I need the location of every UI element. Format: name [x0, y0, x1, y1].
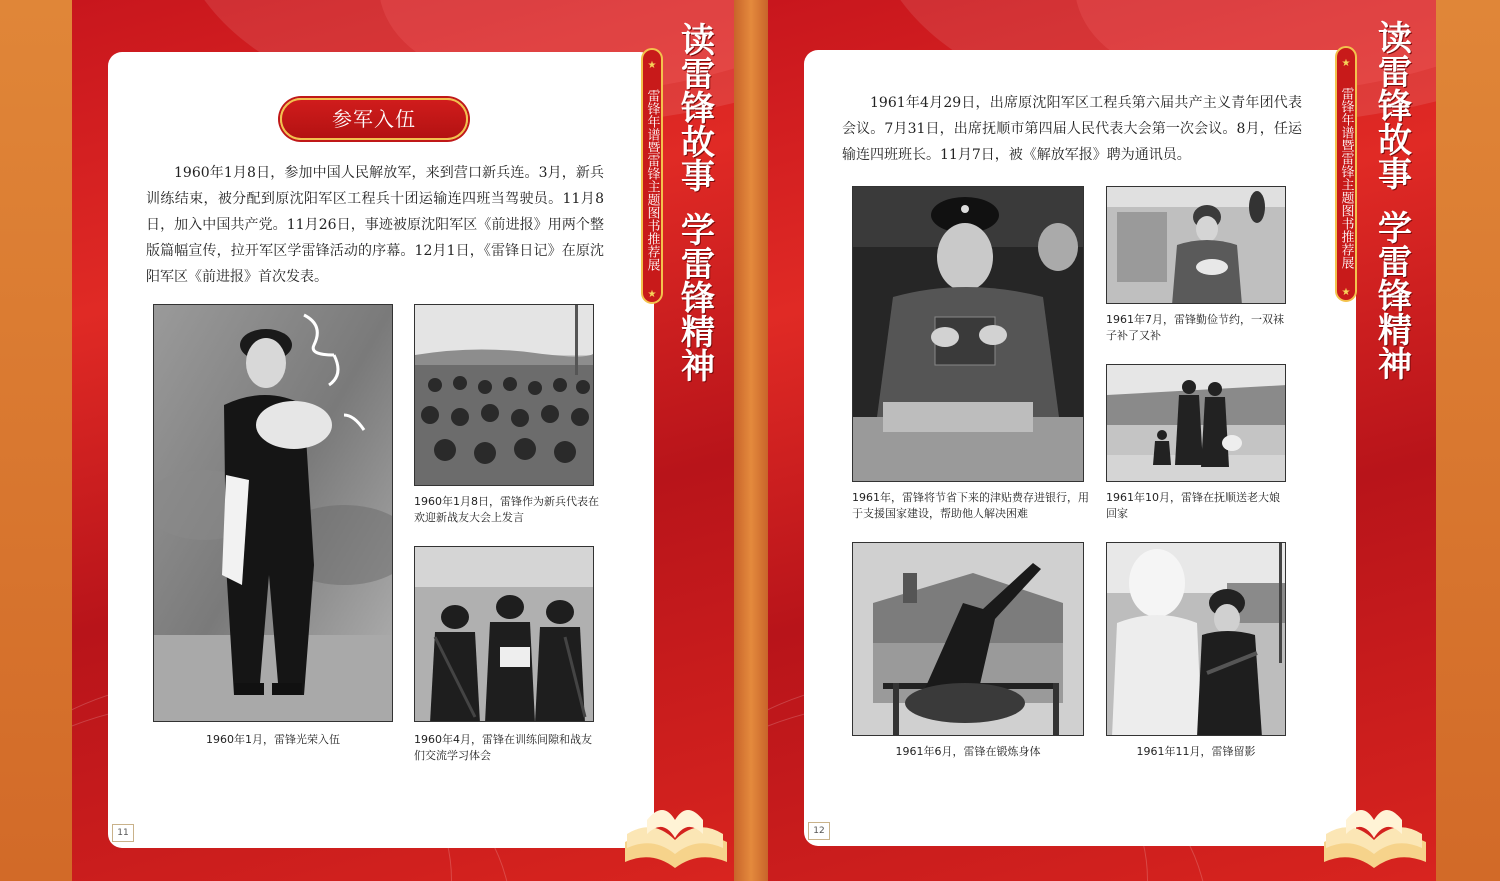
photo-enlistment-portrait	[153, 304, 393, 722]
section-title: 参军入伍	[280, 98, 468, 140]
left-page	[72, 0, 734, 881]
photo-commemorative-portrait	[1106, 542, 1286, 736]
right-page	[768, 0, 1436, 881]
photo-escort-elder	[1106, 364, 1286, 482]
star-icon: ★	[1341, 287, 1351, 298]
caption-photo-6: 1961年10月，雷锋在抚顺送老大娘回家	[1106, 491, 1280, 520]
caption-photo-1: 1960年1月，雷锋光荣入伍	[206, 733, 340, 746]
book-gutter	[734, 0, 768, 881]
right-content-panel	[804, 50, 1356, 846]
side-banner-left: ★ 雷锋年谱暨雷锋主题图书推荐展 ★	[641, 48, 663, 304]
photo-mending-socks	[1106, 186, 1286, 304]
left-paragraph: 1960年1月8日，参加中国人民解放军，来到营口新兵连。3月，新兵训练结束，被分配到原沈阳军区工程兵十团运输连四班当驾驶员。11月8日，加入中国共产党。11月26日，事迹被原沈阳军区《前进报》用两个整版篇幅宣传，拉开军区学雷锋活动的序幕。12月1日，《雷锋日记》在原沈阳军区《前进报》首次发表。	[146, 165, 604, 285]
right-paragraph: 1961年4月29日，出席原沈阳军区工程兵第六届共产主义青年团代表会议。7月31日，出席抚顺市第四届人民代表大会第一次会议。8月，任运输连四班班长。11月7日，被《解放军报》聘为通讯员。	[842, 95, 1302, 163]
left-content-panel	[108, 52, 654, 848]
caption-photo-8: 1961年11月，雷锋留影	[1136, 745, 1256, 758]
star-icon: ★	[1341, 58, 1351, 69]
photo-savings-deposit	[852, 186, 1084, 482]
photo-welcome-meeting	[414, 304, 594, 486]
caption-photo-7: 1961年6月，雷锋在锻炼身体	[895, 745, 1041, 758]
photo-study-exchange	[414, 546, 594, 722]
caption-photo-2: 1960年1月8日，雷锋作为新兵代表在欢迎新战友大会上发言	[414, 495, 599, 524]
photo-exercise	[852, 542, 1084, 736]
side-banner-right: ★ 雷锋年谱暨雷锋主题图书推荐展 ★	[1335, 46, 1357, 302]
side-title-right: 读雷锋故事 学雷锋精神	[1371, 20, 1412, 380]
star-icon: ★	[647, 289, 657, 300]
caption-photo-5: 1961年7月，雷锋勤俭节约，一双袜子补了又补	[1106, 313, 1284, 342]
open-book-icon	[617, 790, 733, 870]
left-outer-edge	[0, 0, 72, 881]
page-number-left: 11	[112, 824, 134, 842]
page-number-right: 12	[808, 822, 830, 840]
right-outer-edge	[1436, 0, 1500, 881]
caption-photo-3: 1960年4月，雷锋在训练间隙和战友们交流学习体会	[414, 733, 592, 762]
side-title-left: 读雷锋故事 学雷锋精神	[674, 22, 715, 382]
open-book-icon	[1316, 790, 1432, 870]
caption-photo-4: 1961年，雷锋将节省下来的津贴费存进银行，用于支援国家建设，帮助他人解决困难	[852, 491, 1089, 520]
star-icon: ★	[647, 60, 657, 71]
